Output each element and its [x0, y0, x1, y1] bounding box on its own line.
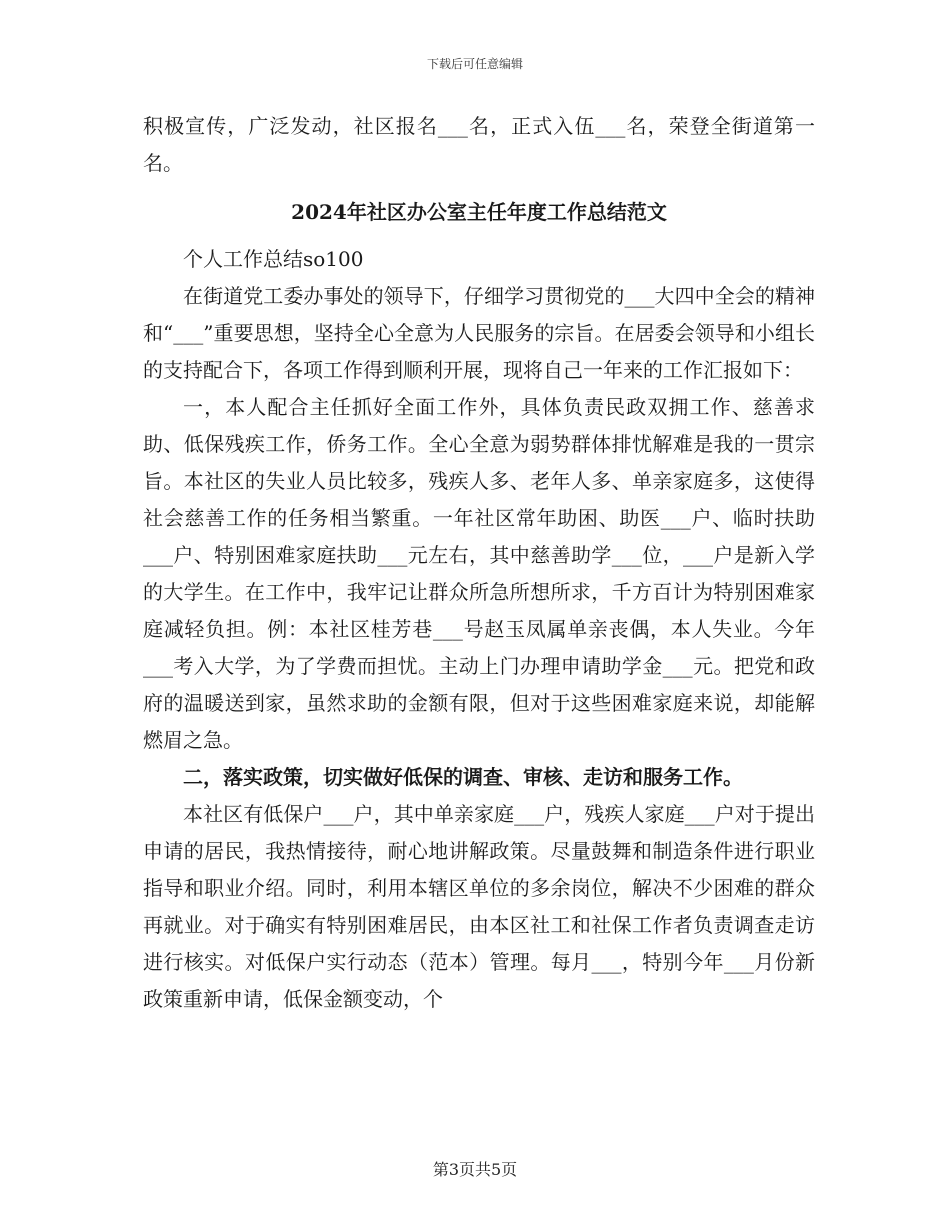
subtitle-line: 个人工作总结so100 [183, 247, 364, 271]
section-two-heading: 二，落实政策，切实做好低保的调查、审核、走访和服务工作。 [183, 765, 743, 789]
section-one-paragraph: 一，本人配合主任抓好全面工作外，具体负责民政双拥工作、慈善求助、低保残疾工作，侨务工作。全心全意为弱势群体排忧解难是我的一贯宗旨。本社区的失业人员比较多，残疾人多、老年人多、单亲家庭多，这使得社会慈善工作的任务相当繁重。一年社区常年助困、助医___户、临时扶助___户、特别困难家庭扶助___元左右，其中慈善助学___位，___户是新入学的大学生。在工作中，我牢记让群众所急所想所求，千方百计为特别困难家庭减轻负担。例：本社区桂芳巷___号赵玉凤属单亲丧偶，本人失业。今年___考入大学，为了学费而担忧。主动上门办理申请助学金___元。把党和政府的温暖送到家，虽然求助的金额有限，但对于这些困难家庭来说，却能解燃眉之急。 [143, 395, 815, 752]
section-two-paragraph: 本社区有低保户___户，其中单亲家庭___户，残疾人家庭___户对于提出申请的居民，我热情接待，耐心地讲解政策。尽量鼓舞和制造条件进行职业指导和职业介绍。同时，利用本辖区单位的多余岗位，解决不少困难的群众再就业。对于确实有特别困难居民，由本区社工和社保工作者负责调查走访进行核实。对低保户实行动态（范本）管理。每月___，特别今年___月份新政策重新申请，低保金额变动，个 [143, 802, 815, 1011]
document-body [143, 108, 815, 1018]
paragraph-continued: 积极宣传，广泛发动，社区报名___名，正式入伍___名，荣登全街道第一名。 [143, 114, 815, 175]
page-header: 下载后可任意编辑 [426, 57, 523, 71]
intro-paragraph: 在街道党工委办事处的领导下，仔细学习贯彻党的___大四中全会的精神和“___”重要思想，坚持全心全意为人民服务的宗旨。在居委会领导和小组长的支持配合下，各项工作得到顺利开展，现将自己一年来的工作汇报如下： [143, 284, 815, 382]
page-footer: 第3页共5页 [432, 1160, 518, 1179]
document-title: 2024年社区办公室主任年度工作总结范文 [291, 200, 667, 224]
